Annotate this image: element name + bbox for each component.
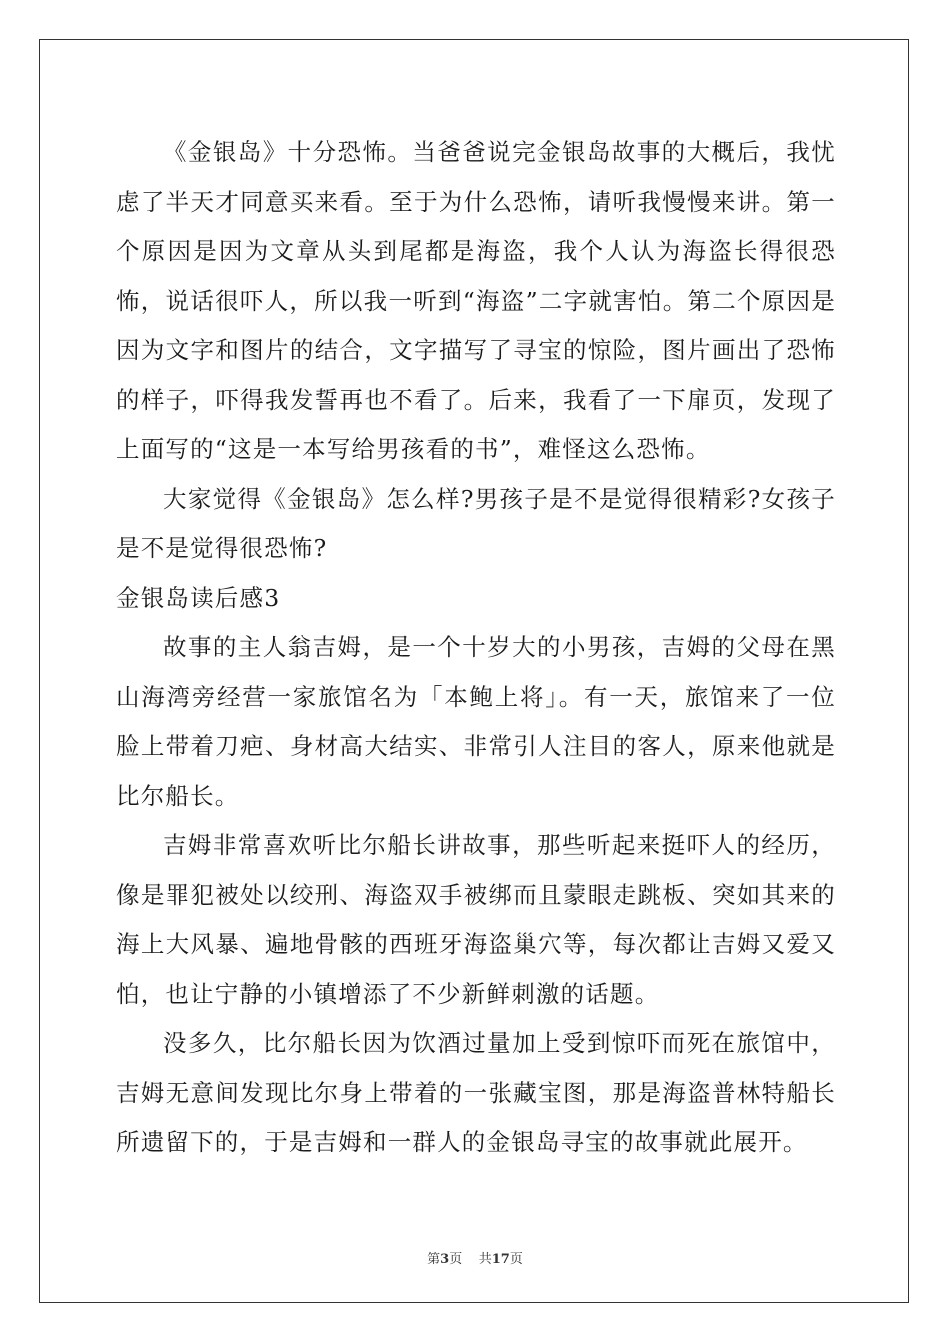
paragraph: 没多久，比尔船长因为饮酒过量加上受到惊吓而死在旅馆中，吉姆无意间发现比尔身上带着的一张藏宝图，那是海盗普林特船长所遗留下的，于是吉姆和一群人的金银岛寻宝的故事就此展开。 — [116, 1029, 836, 1156]
paragraph: 吉姆非常喜欢听比尔船长讲故事，那些听起来挺吓人的经历，像是罪犯被处以绞刑、海盗双手被绑而且蒙眼走跳板、突如其来的海上大风暴、遍地骨骸的西班牙海盗巢穴等，每次都让吉姆又爱又怕，也让宁静的小镇增添了不少新鲜刺激的话题。 — [116, 831, 836, 1008]
total-suffix: 页 — [509, 1252, 523, 1267]
current-page-number: 3 — [440, 1252, 450, 1267]
section-heading: 金银岛读后感3 — [116, 583, 281, 612]
page-footer — [0, 1248, 950, 1267]
total-prefix: 共 — [478, 1252, 492, 1267]
page-prefix: 第 — [427, 1252, 441, 1267]
paragraph: 故事的主人翁吉姆，是一个十岁大的小男孩，吉姆的父母在黑山海湾旁经营一家旅馆名为「本鲍上将」。有一天，旅馆来了一位脸上带着刀疤、身材高大结实、非常引人注目的客人，原来他就是比尔船长。 — [116, 633, 836, 810]
paragraph: 《金银岛》十分恐怖。当爸爸说完金银岛故事的大概后，我忧虑了半天才同意买来看。至于为什么恐怖，请听我慢慢来讲。第一个原因是因为文章从头到尾都是海盗，我个人认为海盗长得很恐怖，说话很吓人，所以我一听到“海盗”二字就害怕。第二个原因是因为文字和图片的结合，文字描写了寻宝的惊险，图片画出了恐怖的样子，吓得我发誓再也不看了。后来，我看了一下扉页，发现了上面写的“这是一本写给男孩看的书”，难怪这么恐怖。 — [116, 138, 836, 463]
page-suffix: 页 — [449, 1252, 463, 1267]
total-pages-number: 17 — [491, 1252, 510, 1267]
document-body — [116, 128, 836, 1168]
paragraph: 大家觉得《金银岛》怎么样?男孩子是不是觉得很精彩?女孩子是不是觉得很恐怖? — [116, 484, 836, 562]
